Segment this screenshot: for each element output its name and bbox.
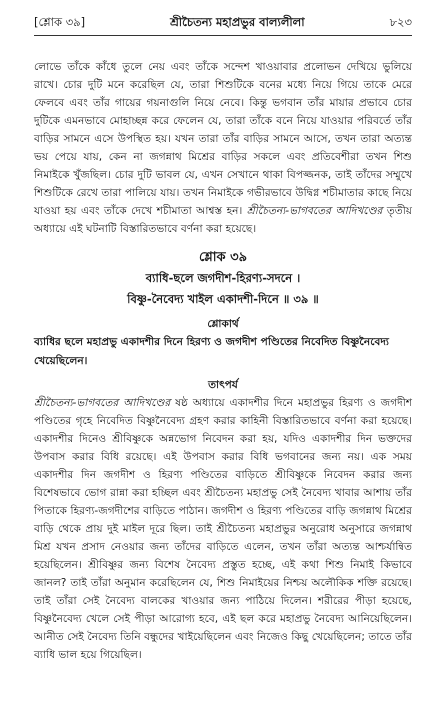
text-line: নৈবেদ্য আনিয়েছিলেন। আনীত সেই নৈবেদ্য তিনি বন্ধুদের খাইয়েছিলেন এবং নিজেও	[34, 613, 413, 643]
text-line: বিপজ্জনক, তাই তাঁদের সম্মুখে শিশুটিকে রেখে তারা পালিয়ে যায়। তখন নিমাইকে	[34, 169, 412, 199]
book-reference: শ্রীচৈতন্য-ভাগবতের আদিখণ্ডের	[34, 397, 171, 409]
page-header	[34, 14, 412, 36]
text-line: অলৌকিক শক্তি রয়েছে। তাই তাঁরা সেই নৈবেদ্য বালকের খাওয়ার জন্য পাঠিয়ে দিলেন।	[34, 577, 413, 607]
text-line: বিশেষভাবে ভোগ রান্না করা হচ্ছিল এবং শ্রীচৈতন্য মহাপ্রভু সেই নৈবেদ্য খাবার আশায়	[34, 487, 392, 499]
text-line: তৃতীয় অধ্যায়ে এই ঘটনাটি বিস্তারিতভাবে বর্ণনা	[34, 205, 413, 235]
page-number: ৮২৩	[389, 15, 412, 29]
verse-line-1: ব্যাধি-ছলে জগদীশ-হিরণ্য-সদনে ।	[145, 271, 301, 285]
text-line: তখন তারা অত্যন্ত ভয় পেয়ে যায়, কেন না জগন্নাথ মিশ্রের বাড়ির সকলে এবং	[34, 133, 412, 163]
text-line: করা হয়েছে।	[205, 223, 257, 235]
text-line: শিশু নিমাই কিভাবে জানল? তাই তাঁরা অনুমান করেছিলেন যে, শিশু নিমাইয়ের নিশ্চয়	[34, 559, 412, 589]
text-line: চোর দুটিকে এমনভাবে মোহাচ্ছন্ন করে ফেলেন যে, তারা তাঁকে বনে নিয়ে যাওয়ার	[34, 97, 412, 127]
verse-number: শ্লোক ৩৯	[198, 250, 248, 265]
text-line: খেয়েছিলেন।	[34, 355, 88, 367]
chapter-title: শ্রীচৈতন্য মহাপ্রভুর বাল্যলীলা	[170, 15, 305, 29]
text-line: রাখে। চোর দুটি মনে করেছিল যে, তারা শিশুটিকে বনের মধ্যে নিয়ে গিয়ে তাকে	[34, 79, 387, 91]
text-line: অনুসারে জগন্নাথ মিশ্র যখন প্রসাদ নেওয়ার জন্য তাঁদের বাড়িতে এলেন, তখন তাঁরা	[34, 523, 413, 553]
text-line: পরিবর্তে তাঁর বাড়ির সামনে এসে উপস্থিত হয়। যখন তারা তাঁর বাড়ির সামনে আসে,	[34, 115, 413, 145]
translation-heading: শ্লোকার্থ	[207, 318, 239, 330]
text-line: তাঁর পিতাকে হিরণ্য-জগদীশের বাড়িতে পাঠান। জগদীশ ও হিরণ্য পণ্ডিতের বাড়ি	[34, 487, 412, 517]
book-reference: শ্রীচৈতন্য-ভাগবতের আদিখণ্ডের	[246, 205, 383, 217]
purport-heading: তাৎপর্য	[208, 379, 238, 391]
text-line: একাদশীর দিন জগদীশ ও হিরণ্য পণ্ডিতের বাড়িতে শ্রীবিষ্ণুকে নিবেদন করার জন্য	[34, 469, 412, 481]
purport-text	[34, 394, 412, 664]
text-line: শরীরের পীড়া হয়েছে, বিষ্ণুনৈবেদ্য খেলে সেই পীড়া আরোগ্য হবে, এই ছল করে মহাপ্রভু	[34, 595, 412, 625]
text-line: লোভে তাঁকে কাঁধে তুলে নেয় এবং তাঁকে সন্দেশ খাওয়াবার প্রলোভন দেখিয়ে ভুলিয়ে	[34, 61, 412, 73]
text-line: কিছু খেয়েছিলেন; তাতে তাঁর ব্যাধি ভাল হয়ে গিয়েছিল।	[34, 631, 412, 661]
text-line: ষষ্ঠ অধ্যায়ে একাদশীর দিনে মহাপ্রভুর হিরণ্য ও জগদীশ	[170, 397, 412, 409]
text-line: উপবাস করার বিধি রয়েছে। এই উপবাস করার বিধি ভগবানের জন্য নয়। এক সময়	[34, 451, 412, 463]
paragraph-continued	[34, 58, 412, 238]
book-page	[34, 14, 412, 664]
text-line: গভীরভাবে উদ্বিগ্ন শচীমাতার কাছে নিয়ে যাওয়া হয় এবং তাঁকে দেখে শচীমাতা আশ্বস্ত	[34, 187, 412, 217]
text-line: একাদশীর দিনেও শ্রীবিষ্ণুকে অন্নভোগ নিবেদন করা হয়, যদিও একাদশীর দিন ভক্তদের	[34, 433, 412, 445]
text-line: হন।	[226, 205, 247, 217]
verse-line-2: বিষ্ণু-নৈবেদ্য খাইল একাদশী-দিনে ॥ ৩৯ ॥	[127, 292, 319, 306]
text-line: মেরে ফেলবে এবং তাঁর গায়ের গয়নাগুলি নিয়ে নেবে। কিন্তু ভগবান তাঁর মায়ার প্রভাবে	[34, 79, 412, 109]
text-line: অত্যন্ত আশ্চর্যান্বিত হয়েছিলেন। শ্রীবিষ্ণুর জন্য বিশেষ নৈবেদ্য প্রস্তুত হচ্ছে, এই কথা	[34, 541, 412, 571]
text-line: পণ্ডিতের গৃহে নিবেদিত বিষ্ণুনৈবেদ্য গ্রহণ করার কাহিনী বিস্তারিতভাবে বর্ণনা করা হয়েছে।	[34, 415, 412, 427]
text-line: প্রতিবেশীরা তখন শিশু নিমাইকে খুঁজছিল। চোর দুটি ভাবল যে, এখন সেখানে থাকা	[34, 151, 413, 181]
text-line: ব্যাধির ছলে মহাপ্রভু একাদশীর দিনে হিরণ্য ও জগদীশ পণ্ডিতের নিবেদিত বিষ্ণুনৈবেদ্য	[34, 336, 389, 348]
translation-text	[34, 333, 412, 371]
verse-reference: [শ্লোক ৩৯]	[34, 15, 86, 29]
text-line: জগন্নাথ মিশ্রের বাড়ি থেকে প্রায় দুই মাইল দূরে ছিল। তাই শ্রীচৈতন্য মহাপ্রভুর অনুরোধ	[34, 505, 413, 535]
